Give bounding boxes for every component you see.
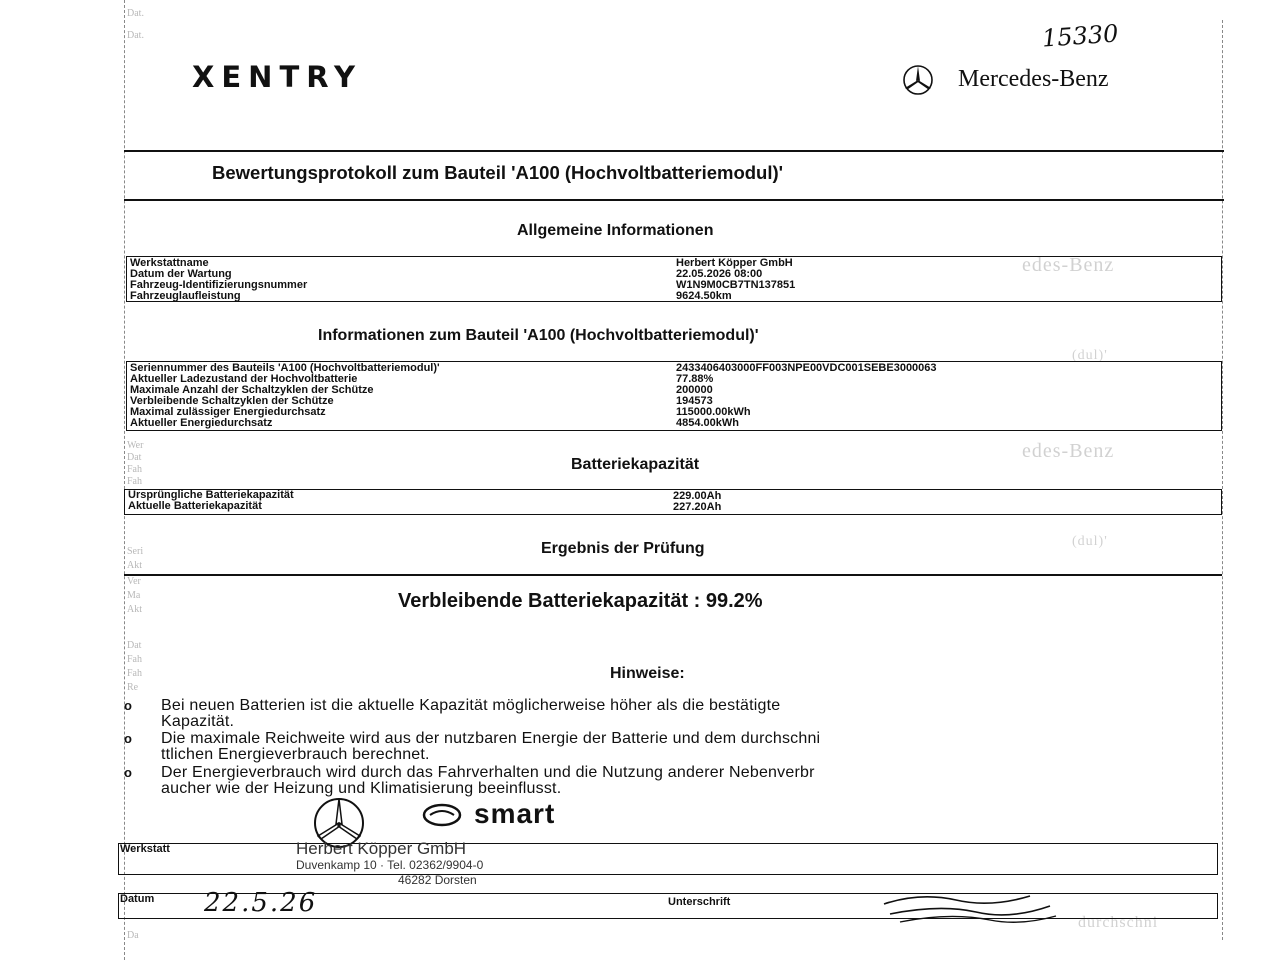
- note-bullet: o: [124, 731, 132, 746]
- ghost-margin-text: Fah: [127, 464, 142, 475]
- mercedes-benz-wordmark: Mercedes-Benz: [958, 66, 1109, 92]
- scan-edge-right: [1222, 20, 1223, 940]
- ghost-margin-text: Wer: [127, 440, 144, 451]
- ghost-margin-text: Dat: [127, 452, 142, 463]
- capacity-value: 229.00Ah: [673, 490, 722, 502]
- notes-title: Hinweise:: [610, 665, 685, 682]
- result-text: Verbleibende Batteriekapazität : 99.2%: [398, 590, 763, 612]
- smart-wordmark: smart: [474, 798, 556, 829]
- general-info-title: Allgemeine Informationen: [517, 222, 714, 239]
- component-label: Maximal zulässiger Energiedurchsatz: [130, 406, 326, 418]
- ghost-margin-text: Fah: [127, 654, 142, 665]
- capacity-label: Aktuelle Batteriekapazität: [128, 500, 262, 512]
- smart-logo-icon: [422, 803, 462, 827]
- ghost-margin-text: Dat.: [127, 8, 144, 19]
- note-line: Der Energieverbrauch wird durch das Fahrverhalten und die Nutzung anderer Nebenverbr: [161, 764, 815, 781]
- ghost-margin-text: Akt: [127, 560, 142, 571]
- xentry-logo: XENTRY: [192, 60, 362, 94]
- ghost-brand-text: edes-Benz: [1022, 254, 1115, 276]
- ghost-margin-text: Dat: [127, 640, 142, 651]
- result-divider: [124, 574, 1222, 576]
- ghost-tail-text: (dul)': [1072, 348, 1108, 363]
- stamp-address: Duvenkamp 10 · Tel. 02362/9904-0: [296, 858, 484, 872]
- component-label: Verbleibende Schaltzyklen der Schütze: [130, 395, 334, 407]
- date-label: Datum: [120, 893, 155, 905]
- mercedes-star-icon: [902, 64, 934, 96]
- ghost-tail-text: (dul)': [1072, 534, 1108, 549]
- general-value: 9624.50km: [676, 290, 732, 302]
- title-bottom-rule: [124, 199, 1224, 201]
- stamp-city: 46282 Dorsten: [398, 873, 477, 887]
- component-value: 115000.00kWh: [676, 406, 751, 418]
- ghost-margin-text: Fah: [127, 476, 142, 487]
- ghost-margin-text: Akt: [127, 604, 142, 615]
- ghost-margin-text: Seri: [127, 546, 144, 557]
- scan-edge-left: [124, 0, 125, 960]
- note-bullet: o: [124, 765, 132, 780]
- signature-label: Unterschrift: [668, 896, 731, 908]
- note-line: Bei neuen Batterien ist die aktuelle Kapazität möglicherweise höher als die bestätigte: [161, 697, 781, 714]
- component-value: 4854.00kWh: [676, 417, 739, 429]
- workshop-box: [118, 843, 1218, 875]
- ghost-margin-text: Dat.: [127, 30, 144, 41]
- component-label: Aktueller Energiedurchsatz: [130, 417, 273, 429]
- handwritten-number: 15330: [1041, 19, 1120, 53]
- component-info-title: Informationen zum Bauteil 'A100 (Hochvoltbatteriemodul)': [318, 327, 759, 344]
- workshop-label: Werkstatt: [120, 843, 170, 855]
- result-title: Ergebnis der Prüfung: [541, 540, 705, 557]
- ghost-bottom-text: durchschni: [1078, 914, 1159, 931]
- stamp-name: Herbert Köpper GmbH: [296, 839, 467, 858]
- component-value: 2433406403000FF003NPE00VDC001SEBE3000063: [676, 362, 937, 374]
- page-title: Bewertungsprotokoll zum Bauteil 'A100 (Hochvoltbatteriemodul)': [212, 162, 784, 183]
- capacity-label: Ursprüngliche Batteriekapazität: [128, 489, 294, 501]
- component-value: 200000: [676, 384, 713, 396]
- handwritten-date: 22.5.26: [204, 888, 318, 918]
- note-line: aucher wie der Heizung und Klimatisierung beeinflusst.: [161, 780, 562, 797]
- note-bullet: o: [124, 698, 132, 713]
- note-line: Kapazität.: [161, 713, 235, 730]
- ghost-margin-text: Da: [127, 930, 139, 941]
- general-value: W1N9M0CB7TN137851: [676, 279, 796, 291]
- ghost-margin-text: Fah: [127, 668, 142, 679]
- component-label: Aktueller Ladezustand der Hochvoltbatterie: [130, 373, 358, 385]
- note-line: Die maximale Reichweite wird aus der nutzbaren Energie der Batterie und dem durchschni: [161, 730, 821, 747]
- general-label: Fahrzeuglaufleistung: [130, 290, 241, 302]
- title-top-rule: [124, 150, 1224, 152]
- ghost-brand-text: edes-Benz: [1022, 440, 1115, 462]
- general-value: Herbert Köpper GmbH: [676, 257, 793, 269]
- ghost-margin-text: Ma: [127, 590, 141, 601]
- ghost-margin-text: Re: [127, 682, 139, 693]
- capacity-title: Batteriekapazität: [571, 456, 700, 473]
- general-value: 22.05.2026 08:00: [676, 268, 763, 280]
- component-label: Seriennummer des Bauteils 'A100 (Hochvoltbatteriemodul)': [130, 362, 440, 374]
- component-value: 77.88%: [676, 373, 714, 385]
- ghost-margin-text: Ver: [127, 576, 141, 587]
- component-value: 194573: [676, 395, 713, 407]
- general-label: Datum der Wartung: [130, 268, 232, 280]
- handwritten-signature: [880, 890, 1060, 930]
- capacity-value: 227.20Ah: [673, 501, 722, 513]
- component-label: Maximale Anzahl der Schaltzyklen der Schütze: [130, 384, 374, 396]
- general-label: Fahrzeug-Identifizierungsnummer: [130, 279, 308, 291]
- note-line: ttlichen Energieverbrauch berechnet.: [161, 746, 430, 763]
- general-label: Werkstattname: [130, 257, 209, 269]
